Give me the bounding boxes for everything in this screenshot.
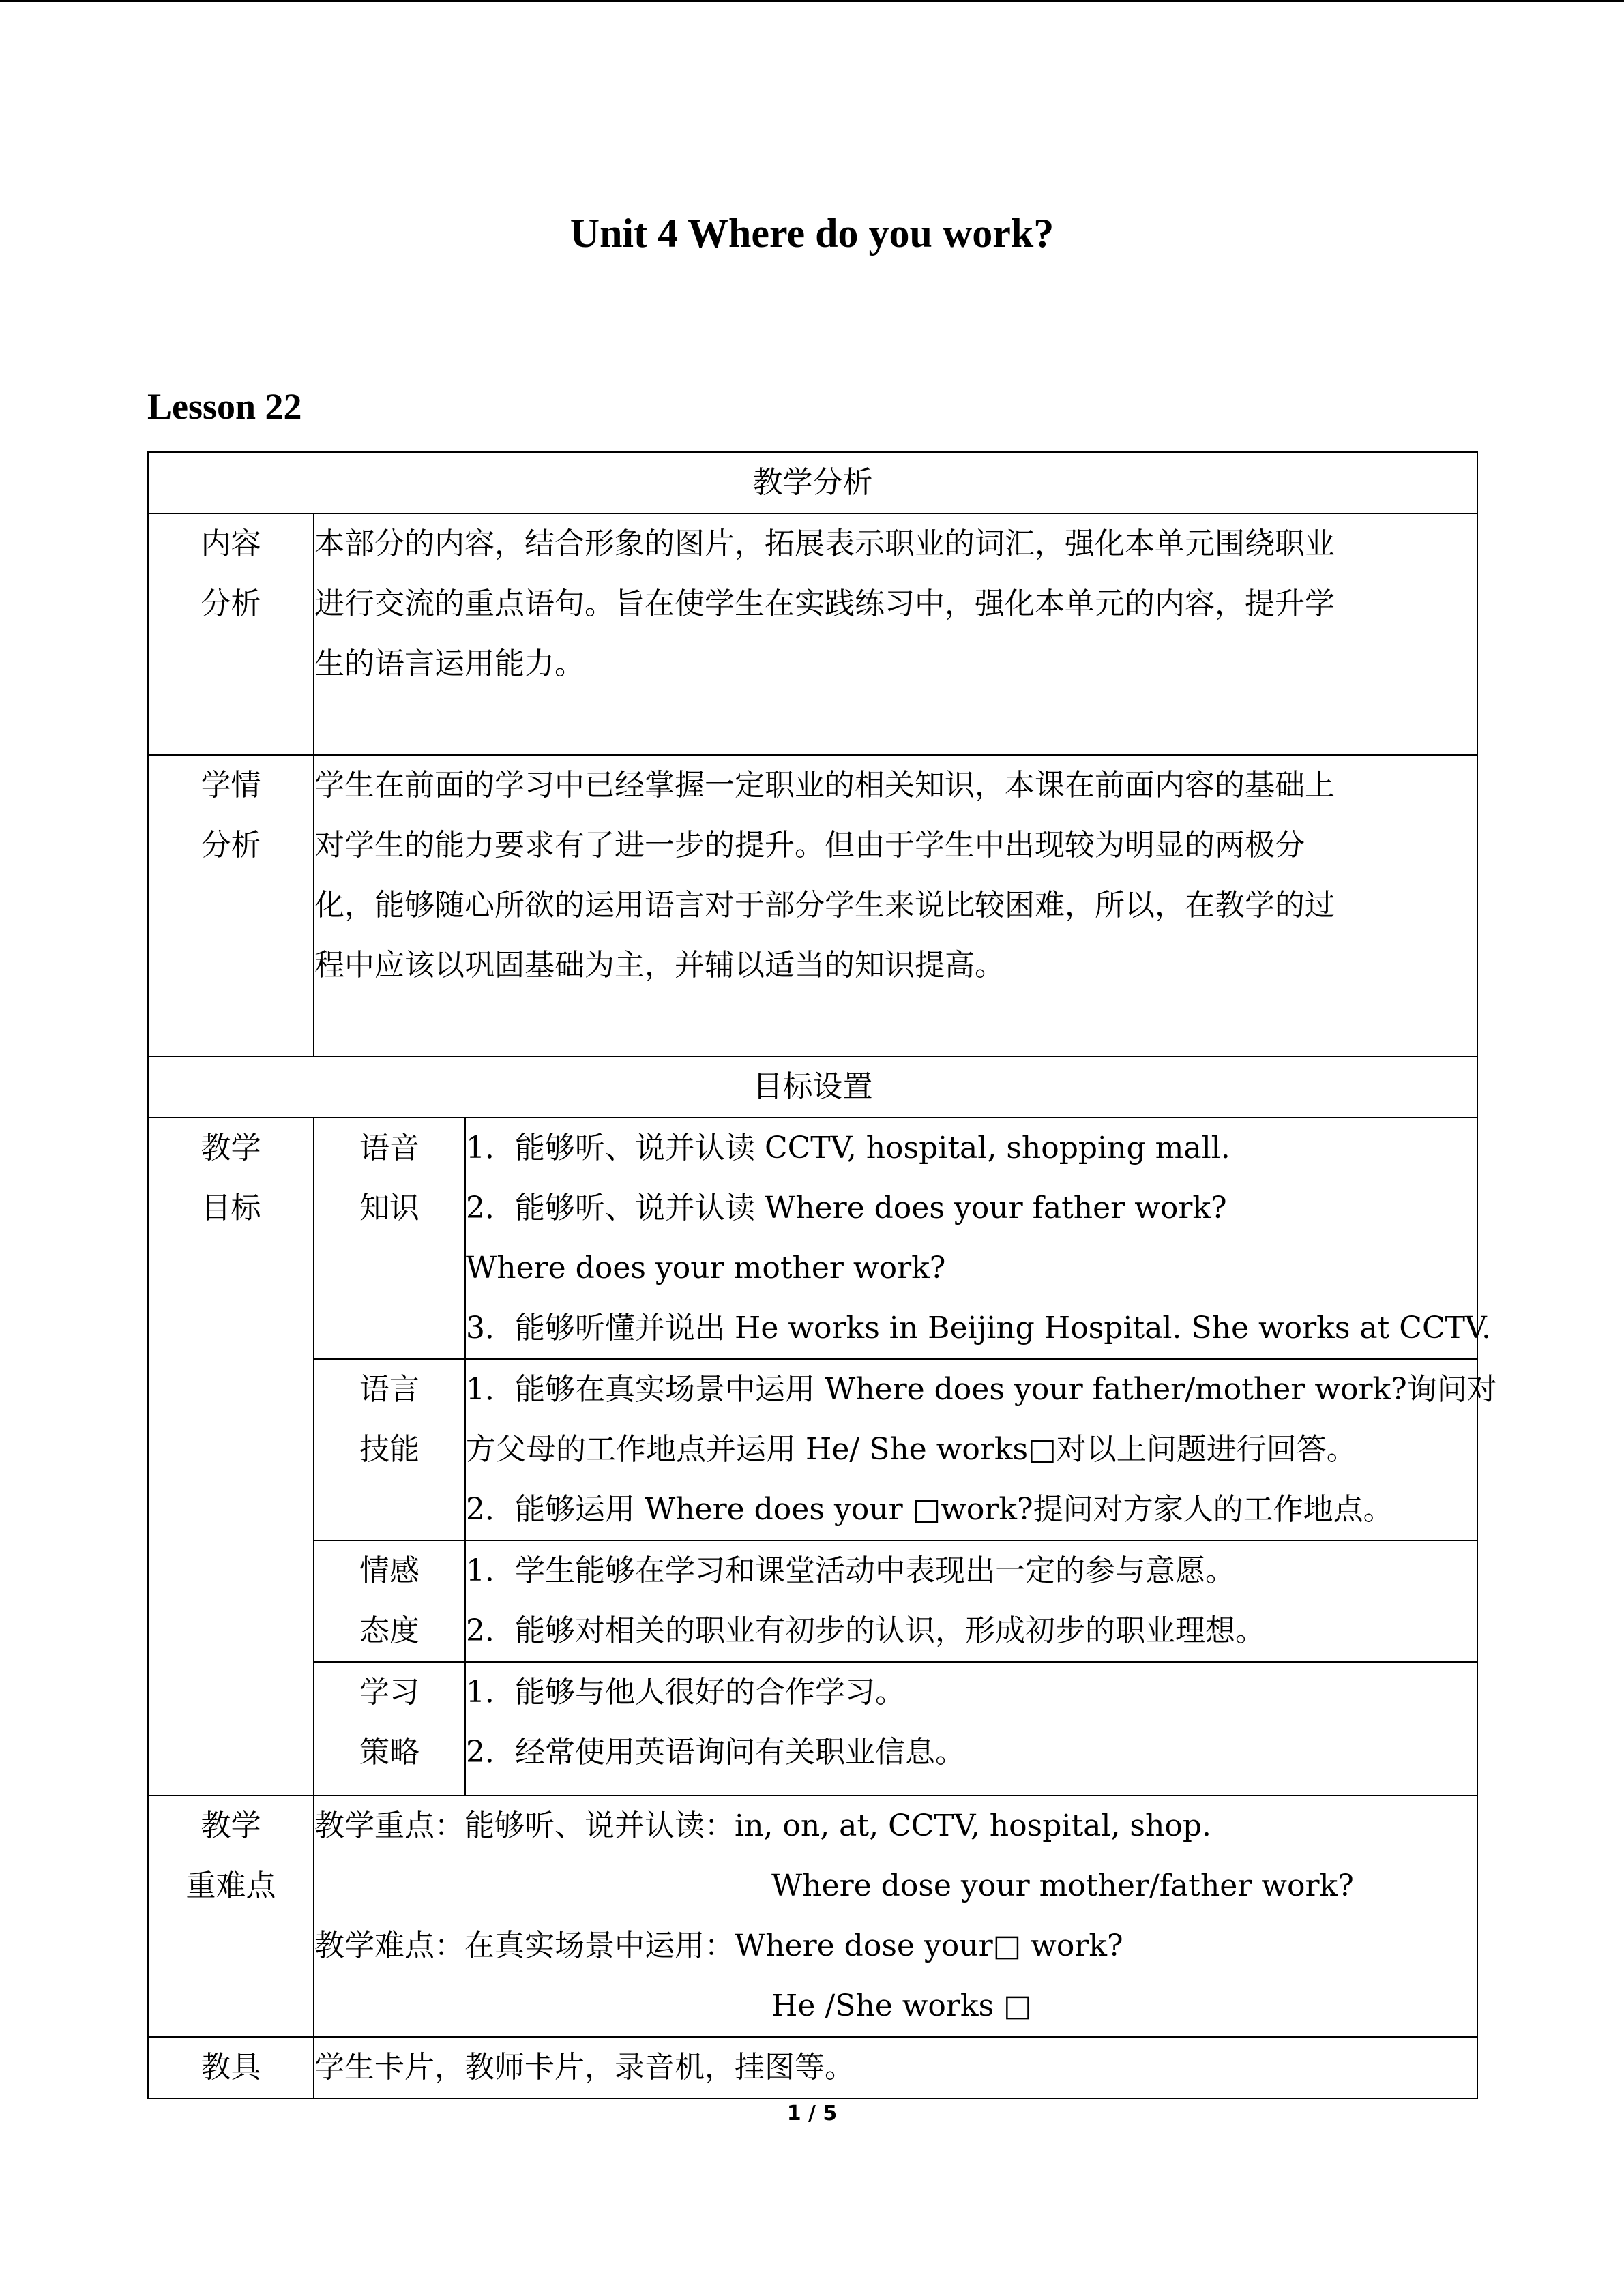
text-line: 教学难点：在真实场景中运用：Where dose your□ work?: [314, 1928, 1123, 1963]
label-line: 分析: [201, 828, 261, 863]
text-line: 生的语言运用能力。: [314, 646, 585, 681]
text-line: Where does your mother work?: [466, 1251, 946, 1285]
document-title: Unit 4 Where do you work?: [570, 211, 1054, 256]
section-header-analysis: 教学分析: [148, 452, 1477, 513]
label-line: 知识: [359, 1191, 419, 1225]
label-line: 教学: [201, 1131, 261, 1165]
teaching-goals-label: [148, 1118, 314, 1795]
lesson-plan-table: [147, 451, 1497, 2099]
text-line: 程中应该以巩固基础为主，并辅以适当的知识提高。: [314, 948, 1005, 983]
text-line: 对学生的能力要求有了进一步的提升。但由于学生中出现较为明显的两极分: [314, 828, 1305, 863]
text-line: 2．能够对相关的职业有初步的认识，形成初步的职业理想。: [466, 1613, 1265, 1648]
page-top-border: [0, 0, 1624, 2]
attitude-label: [314, 1540, 465, 1662]
content-analysis-label: [148, 513, 314, 755]
label-line: 教学: [201, 1808, 261, 1843]
label-line: 分析: [201, 586, 261, 621]
label-line: 学情: [201, 768, 261, 803]
text-line: 化，能够随心所欲的运用语言对于部分学生来说比较困难，所以，在教学的过: [314, 888, 1335, 923]
text-line: 3．能够听懂并说出 He works in Beijing Hospital. She works at CCTV.: [466, 1311, 1492, 1345]
student-analysis-label: [148, 755, 314, 1056]
text-line: 进行交流的重点语句。旨在使学生在实践练习中，强化本单元的内容，提升学: [314, 586, 1335, 621]
text-line: 1．能够与他人很好的合作学习。: [466, 1675, 905, 1710]
attitude-text: [465, 1540, 1477, 1662]
text-line: 本部分的内容，结合形象的图片，拓展表示职业的词汇，强化本单元围绕职业: [314, 526, 1335, 561]
label-line: 语音: [359, 1131, 419, 1165]
text-line: 2．经常使用英语询问有关职业信息。: [466, 1735, 965, 1770]
label-line: 态度: [359, 1613, 419, 1648]
lesson-heading: Lesson 22: [147, 386, 302, 427]
text-line: He /She works □: [771, 1988, 1032, 2023]
label-line: 重难点: [186, 1868, 276, 1903]
key-points-text: [314, 1795, 1477, 2037]
text-line: 1．能够听、说并认读 CCTV, hospital, shopping mall.: [466, 1131, 1230, 1165]
text-line: Where dose your mother/father work?: [771, 1868, 1354, 1903]
language-skills-label: [314, 1359, 465, 1540]
strategy-text: [465, 1662, 1477, 1795]
student-analysis-text: [314, 755, 1477, 1056]
tools-text: 学生卡片，教师卡片，录音机，挂图等。: [314, 2037, 1477, 2098]
text-line: 1．能够在真实场景中运用 Where does your father/mother work?询问对: [466, 1372, 1497, 1407]
label-line: 技能: [359, 1432, 419, 1467]
text-line: 方父母的工作地点并运用 He/ She works□对以上问题进行回答。: [466, 1432, 1357, 1467]
phonetics-label: [314, 1118, 465, 1359]
language-skills-text: [465, 1359, 1497, 1540]
text-line: 2．能够听、说并认读 Where does your father work?: [466, 1191, 1227, 1225]
text-line: 2．能够运用 Where does your □work?提问对方家人的工作地点。: [466, 1492, 1393, 1527]
strategy-label: [314, 1662, 465, 1795]
label-line: 学习: [359, 1675, 419, 1710]
phonetics-text: [465, 1118, 1492, 1359]
key-points-label: [148, 1795, 314, 2037]
tools-label: 教具: [148, 2037, 314, 2098]
text-line: 1．学生能够在学习和课堂活动中表现出一定的参与意愿。: [466, 1553, 1235, 1588]
section-header-goals: 目标设置: [148, 1056, 1477, 1118]
label-line: 内容: [201, 526, 261, 561]
label-line: 语言: [359, 1372, 419, 1407]
label-line: 目标: [201, 1191, 261, 1225]
page-number: 1 / 5: [786, 2102, 838, 2126]
text-line: 学生在前面的学习中已经掌握一定职业的相关知识，本课在前面内容的基础上: [314, 768, 1335, 803]
content-analysis-text: [314, 513, 1477, 755]
text-line: 教学重点：能够听、说并认读：in, on, at, CCTV, hospital, shop.: [314, 1808, 1211, 1843]
label-line: 策略: [359, 1735, 419, 1770]
label-line: 情感: [359, 1553, 419, 1588]
